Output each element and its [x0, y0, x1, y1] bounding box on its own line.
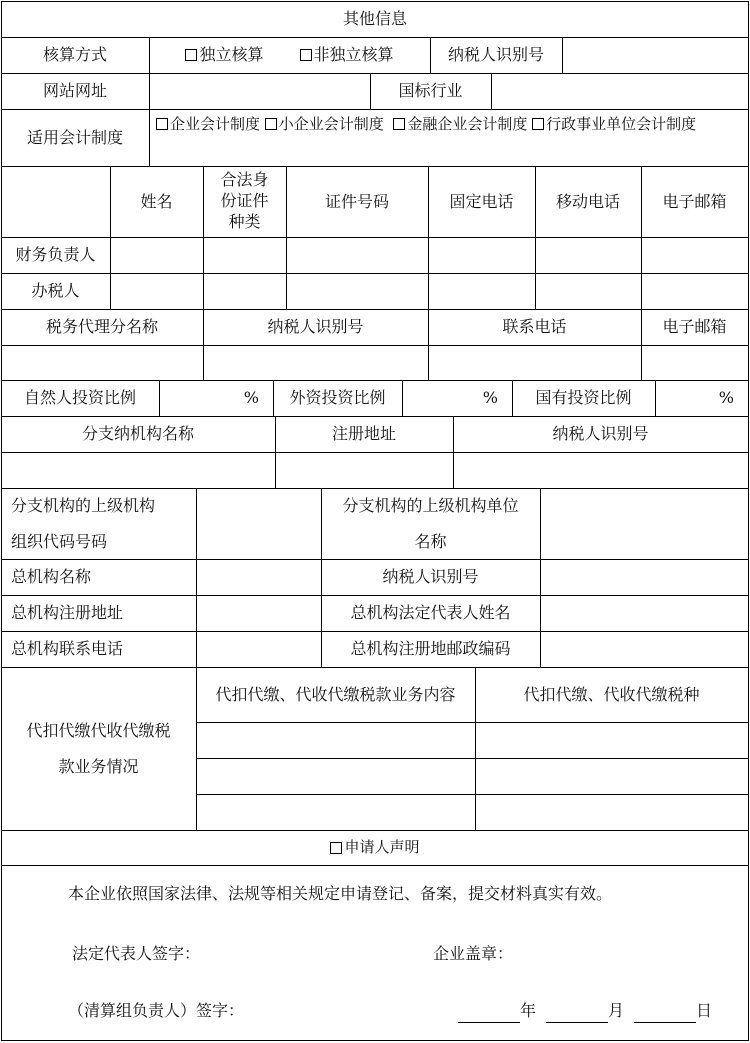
financial-system-option: 金融企业会计制度	[407, 115, 528, 133]
enterprise-checkbox[interactable]	[156, 118, 168, 130]
parent-unit-label	[321, 488, 540, 559]
parent-code-label	[1, 488, 196, 559]
accounting-options	[149, 37, 430, 73]
withholding-label	[1, 667, 196, 830]
day-blank[interactable]	[634, 999, 696, 1023]
contacts-header-name: 姓名	[140, 191, 173, 211]
contacts-header-mobile: 移动电话	[555, 191, 620, 211]
hq-address-label: 总机构注册地址	[11, 603, 124, 623]
state-ratio-label: 国有投资比例	[535, 388, 632, 408]
finance-manager-label: 财务负责人	[15, 245, 96, 265]
contacts-header-email: 电子邮箱	[662, 191, 727, 211]
date-line	[458, 997, 712, 1025]
declaration-header	[1, 830, 749, 865]
contacts-header-id-type: 合法身份证件种类	[220, 170, 269, 231]
branch-taxid-label: 纳税人识别号	[552, 424, 649, 444]
foreign-ratio-label: 外资投资比例	[289, 388, 386, 408]
year-label: 年	[520, 1001, 537, 1021]
withholding-label-line2: 款业务情况	[58, 756, 139, 776]
company-seal-label: 企业盖章：	[433, 944, 514, 964]
declaration-title: 申请人声明	[344, 837, 420, 856]
non-independent-option: 非独立核算	[313, 45, 394, 65]
state-ratio-pct: %	[718, 388, 734, 408]
section-title: 其他信息	[342, 9, 407, 29]
industry-label: 国标行业	[398, 81, 463, 101]
parent-code-label-line2: 组织代码号码	[11, 531, 108, 551]
foreign-ratio-pct: %	[482, 388, 498, 408]
day-label: 日	[696, 1001, 713, 1021]
public-system-option: 行政事业单位会计制度	[546, 115, 697, 133]
contacts-header-id-number: 证件号码	[324, 191, 389, 211]
small-enterprise-checkbox[interactable]	[265, 118, 277, 130]
declaration-text: 本企业依照国家法律、法规等相关规定申请登记、备案，提交材料真实有效。	[68, 884, 613, 904]
independent-checkbox[interactable]	[185, 49, 197, 61]
hq-taxid-label: 纳税人识别号	[382, 567, 479, 587]
parent-code-label-line1: 分支机构的上级机构	[11, 496, 156, 516]
small-enterprise-system-option: 小企业会计制度	[278, 115, 384, 133]
hq-representative-label: 总机构法定代表人姓名	[350, 603, 511, 623]
tax-agent-name-label: 税务代理分名称	[45, 317, 158, 337]
hq-phone-label: 总机构联系电话	[11, 639, 124, 659]
natural-person-ratio-label: 自然人投资比例	[23, 388, 136, 408]
branch-name-label: 分支纳机构名称	[81, 424, 194, 444]
month-label: 月	[608, 1001, 625, 1021]
accounting-method-label: 核算方式	[42, 45, 107, 65]
liquidation-signature-label: （清算组负责人）签字：	[68, 1001, 245, 1021]
year-blank[interactable]	[458, 999, 520, 1023]
natural-person-ratio-pct: %	[243, 388, 259, 408]
accounting-system-label: 适用会计制度	[26, 127, 123, 147]
tax-agent-email-label: 电子邮箱	[662, 317, 727, 337]
withholding-content-header: 代扣代缴、代收代缴税款业务内容	[215, 684, 456, 704]
withholding-label-line1: 代扣代缴代收代缴税	[26, 721, 171, 741]
tax-officer-label: 办税人	[31, 281, 80, 301]
branch-address-label: 注册地址	[331, 424, 396, 444]
month-blank[interactable]	[546, 999, 608, 1023]
contacts-header-phone: 固定电话	[449, 191, 514, 211]
accounting-system-options	[150, 110, 748, 173]
enterprise-system-option: 企业会计制度	[170, 115, 261, 133]
declaration-checkbox[interactable]	[330, 842, 342, 854]
website-label: 网站网址	[42, 81, 107, 101]
parent-unit-label-line2: 名称	[414, 531, 447, 551]
tax-agent-id-label: 纳税人识别号	[267, 317, 364, 337]
legal-rep-signature-label: 法定代表人签字：	[72, 944, 201, 964]
non-independent-checkbox[interactable]	[300, 49, 312, 61]
taxpayer-id-label: 纳税人识别号	[447, 45, 544, 65]
tax-agent-phone-label: 联系电话	[502, 317, 567, 337]
withholding-tax-kind-header: 代扣代缴、代收代缴税种	[523, 684, 700, 704]
public-institution-checkbox[interactable]	[532, 118, 544, 130]
parent-unit-label-line1: 分支机构的上级机构单位	[342, 496, 519, 516]
financial-enterprise-checkbox[interactable]	[393, 118, 405, 130]
hq-postcode-label: 总机构注册地邮政编码	[350, 639, 511, 659]
independent-option: 独立核算	[199, 45, 264, 65]
hq-name-label: 总机构名称	[11, 567, 92, 587]
